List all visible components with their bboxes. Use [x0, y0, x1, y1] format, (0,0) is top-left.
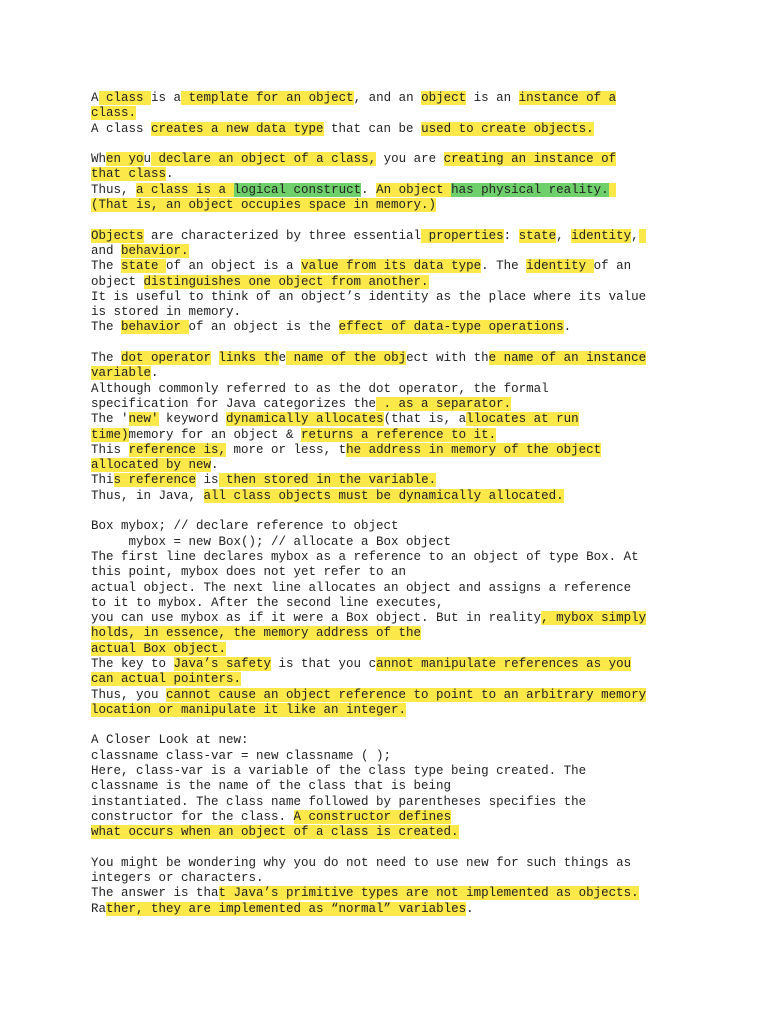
- text-line: [91, 871, 691, 886]
- text-run: memory for an object &: [128, 427, 302, 442]
- text-run: Although commonly referred to as the dot operator, the formal: [91, 381, 549, 396]
- highlighted-text-yellow: annot manipulate references as you: [376, 656, 632, 671]
- text-run: keyword: [158, 412, 227, 427]
- text-run: specification for Java categorizes the: [91, 396, 377, 411]
- text-run: Ra: [91, 901, 107, 916]
- text-line: [91, 733, 691, 748]
- text-line: [91, 152, 691, 167]
- highlighted-text-yellow: distinguishes one object from another.: [143, 274, 429, 289]
- text-run: .: [211, 458, 219, 473]
- text-line: [91, 519, 691, 534]
- text-line: [91, 749, 691, 764]
- text-run: .: [361, 182, 377, 197]
- text-run: of an object is a: [166, 259, 302, 274]
- highlighted-text-yellow: a class is a: [136, 182, 234, 197]
- text-run: The: [91, 351, 122, 366]
- highlighted-text-yellow: reference is,: [128, 442, 227, 457]
- paragraph: [91, 152, 691, 213]
- text-run: you are: [376, 152, 444, 167]
- text-line: [91, 657, 691, 672]
- document-page: [91, 91, 691, 932]
- highlighted-text-yellow: what occurs when an object of a class is created.: [91, 825, 459, 840]
- text-line: [91, 351, 691, 366]
- highlighted-text-yellow: location or manipulate it like an integer.: [91, 702, 407, 717]
- text-line: [91, 412, 691, 427]
- highlighted-text-yellow: cannot cause an object reference to point to an arbitrary memory: [166, 687, 647, 702]
- text-run: mybox = new Box(); // allocate a Box object: [91, 534, 452, 549]
- highlighted-text-yellow: An object: [376, 182, 452, 197]
- text-run: The key to: [91, 656, 174, 671]
- text-line: [91, 91, 691, 106]
- text-line: [91, 795, 691, 810]
- text-run: actual object. The next line allocates an object and assigns a reference: [91, 580, 632, 595]
- highlighted-text-yellow: he address in memory of the object: [346, 442, 602, 457]
- text-run: .: [151, 366, 159, 381]
- text-line: [91, 443, 691, 458]
- highlighted-text-yellow: effect of data-type operations: [338, 320, 564, 335]
- highlighted-text-yellow: s reference: [113, 473, 197, 488]
- text-run: more or less, t: [226, 442, 347, 457]
- highlighted-text-yellow: used to create objects.: [421, 121, 594, 136]
- text-line: [91, 581, 691, 596]
- text-run: is a: [151, 91, 182, 105]
- highlighted-text-yellow: actual Box object.: [91, 641, 227, 656]
- highlighted-text-yellow: template for an object: [181, 91, 354, 105]
- text-run: ect with th: [406, 351, 489, 366]
- text-line: [91, 382, 691, 397]
- highlighted-text-yellow: A constructor defines: [293, 809, 452, 824]
- highlighted-text-yellow: creating an instance of: [443, 152, 617, 167]
- text-line: [91, 244, 691, 259]
- highlighted-text-yellow: holds, in essence, the memory address of the: [91, 626, 422, 641]
- highlighted-text-yellow: t Java’s primitive types are not implemented as objects.: [218, 886, 639, 901]
- text-run: Box mybox; // declare reference to object: [91, 519, 399, 534]
- text-run: , and an: [353, 91, 422, 105]
- text-line: [91, 535, 691, 550]
- text-line: [91, 320, 691, 335]
- highlighted-text-yellow: Java’s safety: [173, 656, 272, 671]
- highlighted-text-yellow: behavior: [121, 320, 189, 335]
- highlighted-text-yellow: then stored in the variable.: [218, 473, 437, 488]
- highlighted-text-yellow: new': [128, 412, 159, 427]
- text-run: this point, mybox does not yet refer to an: [91, 565, 407, 580]
- text-line: [91, 183, 691, 198]
- text-run: .: [166, 167, 174, 182]
- text-line: [91, 672, 691, 687]
- highlighted-text-yellow: all class objects must be dynamically allocated.: [203, 488, 564, 503]
- paragraph: [91, 91, 691, 137]
- text-line: [91, 275, 691, 290]
- text-run: object: [91, 274, 144, 289]
- highlighted-text-yellow: llocates at run: [466, 412, 579, 427]
- paragraph: [91, 856, 691, 917]
- text-run: [211, 351, 219, 365]
- text-run: The first line declares mybox as a reference to an object of type Box. At: [91, 549, 639, 564]
- text-line: [91, 305, 691, 320]
- text-line: [91, 596, 691, 611]
- text-run: of an object is the: [188, 320, 339, 335]
- text-run: constructor for the class.: [91, 809, 294, 824]
- highlighted-text-yellow: (That is, an object occupies space in memory.): [91, 198, 437, 213]
- text-run: is: [196, 473, 219, 488]
- text-run: .: [466, 901, 474, 916]
- text-run: Thus, in Java,: [91, 488, 204, 503]
- text-run: .: [563, 320, 572, 335]
- highlighted-text-yellow: [639, 229, 647, 243]
- text-line: [91, 565, 691, 580]
- text-run: A: [91, 91, 99, 105]
- text-run: ,: [556, 228, 572, 243]
- highlighted-text-yellow: returns a reference to it.: [301, 427, 497, 442]
- highlighted-text-yellow: state: [121, 259, 167, 274]
- text-run: instantiated. The class name followed by parentheses specifies the: [91, 794, 587, 809]
- highlighted-text-yellow: , mybox simply: [541, 611, 647, 626]
- text-run: ,: [631, 228, 639, 243]
- paragraph: [91, 519, 691, 718]
- text-run: is that you c: [271, 656, 377, 671]
- highlighted-text-yellow: . as a separator.: [376, 396, 512, 411]
- text-run: classname class-var = new classname ( );: [91, 748, 392, 763]
- highlighted-text-green: has physical reality.: [451, 182, 609, 197]
- highlighted-text-yellow: properties: [421, 228, 504, 243]
- text-run: This: [91, 442, 129, 457]
- text-run: . The: [481, 259, 527, 274]
- highlighted-text-yellow: dynamically allocates: [226, 412, 384, 427]
- text-run: A class: [91, 121, 152, 136]
- text-run: Thus,: [91, 182, 137, 197]
- text-run: e: [278, 351, 287, 366]
- text-run: The answer is tha: [91, 886, 219, 901]
- highlighted-text-yellow: object: [421, 91, 467, 105]
- highlighted-text-yellow: e name of an instance: [488, 351, 647, 366]
- text-line: [91, 458, 691, 473]
- text-run: that can be: [323, 121, 422, 136]
- text-line: [91, 642, 691, 657]
- text-line: [91, 764, 691, 779]
- text-line: [91, 825, 691, 840]
- text-run: are characterized by three essential: [143, 228, 422, 243]
- text-line: [91, 902, 691, 917]
- highlighted-text-yellow: identity: [526, 259, 594, 274]
- text-run: A Closer Look at new:: [91, 733, 249, 748]
- text-line: [91, 688, 691, 703]
- text-run: is stored in memory.: [91, 305, 242, 320]
- highlighted-text-yellow: class: [98, 91, 152, 105]
- text-run: to it to mybox. After the second line executes,: [91, 595, 444, 610]
- text-run: Wh: [91, 152, 107, 167]
- highlighted-text-yellow: time): [91, 427, 129, 442]
- text-line: [91, 198, 691, 213]
- highlighted-text-yellow: links th: [218, 351, 279, 366]
- text-run: Thi: [91, 473, 114, 488]
- text-line: [91, 886, 691, 901]
- text-run: It is useful to think of an object’s identity as the place where its value: [91, 289, 647, 304]
- text-line: [91, 611, 691, 626]
- highlighted-text-yellow: allocated by new: [91, 458, 212, 473]
- text-line: [91, 290, 691, 305]
- text-run: You might be wondering why you do not need to use new for such things as: [91, 855, 632, 870]
- text-run: u: [143, 152, 152, 167]
- highlighted-text-yellow: behavior.: [121, 243, 189, 258]
- text-run: (that is, a: [383, 412, 467, 427]
- text-line: [91, 856, 691, 871]
- highlighted-text-yellow: can actual pointers.: [91, 672, 242, 687]
- highlighted-text-yellow: declare an object of a class,: [151, 152, 377, 167]
- text-line: [91, 626, 691, 641]
- highlighted-text-green: logical construct: [233, 182, 362, 197]
- text-line: [91, 550, 691, 565]
- paragraph: [91, 733, 691, 840]
- highlighted-text-yellow: identity: [571, 228, 632, 243]
- text-run: Here, class-var is a variable of the class type being created. The: [91, 764, 587, 779]
- text-run: The: [91, 259, 122, 274]
- text-run: of an: [593, 259, 632, 274]
- text-line: [91, 703, 691, 718]
- highlighted-text-yellow: that class: [91, 167, 167, 182]
- highlighted-text-yellow: variable: [91, 366, 152, 381]
- text-run: integers or characters.: [91, 871, 264, 886]
- text-run: Thus, you: [91, 687, 167, 702]
- text-line: [91, 489, 691, 504]
- text-run: classname is the name of the class that is being: [91, 779, 452, 794]
- text-line: [91, 122, 691, 137]
- text-run: you can use mybox as if it were a Box object. But in reality: [91, 611, 542, 626]
- text-line: [91, 167, 691, 182]
- text-line: [91, 366, 691, 381]
- text-line: [91, 229, 691, 244]
- paragraph: [91, 229, 691, 336]
- highlighted-text-yellow: class.: [91, 106, 137, 121]
- text-run: The ': [91, 412, 129, 427]
- highlighted-text-yellow: instance of a: [518, 91, 617, 105]
- highlighted-text-yellow: name of the obj: [286, 351, 407, 366]
- highlighted-text-yellow: [609, 183, 617, 197]
- text-run: is an: [466, 91, 519, 105]
- highlighted-text-yellow: en yo: [106, 152, 144, 167]
- text-line: [91, 428, 691, 443]
- highlighted-text-yellow: state: [518, 228, 557, 243]
- text-line: [91, 106, 691, 121]
- paragraph: [91, 351, 691, 504]
- highlighted-text-yellow: Objects: [91, 228, 144, 243]
- highlighted-text-yellow: creates a new data type: [151, 121, 324, 136]
- text-line: [91, 810, 691, 825]
- text-line: [91, 397, 691, 412]
- highlighted-text-yellow: value from its data type: [301, 259, 482, 274]
- text-run: :: [503, 228, 519, 243]
- text-line: [91, 473, 691, 488]
- text-line: [91, 779, 691, 794]
- text-line: [91, 259, 691, 274]
- highlighted-text-yellow: ther, they are implemented as “normal” variables: [106, 901, 467, 916]
- highlighted-text-yellow: dot operator: [121, 351, 212, 366]
- text-run: and: [91, 243, 122, 258]
- text-run: The: [91, 320, 122, 335]
